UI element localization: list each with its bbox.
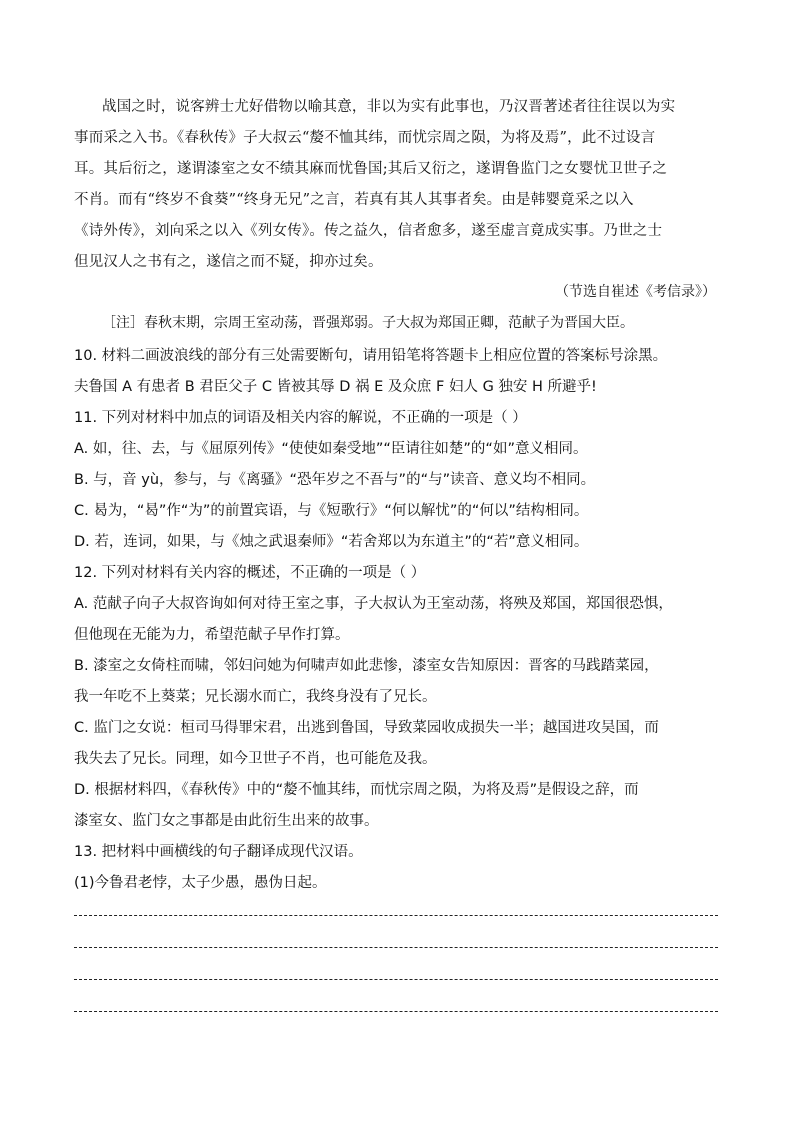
question-12-option-c: C. 监门之女说：桓司马得罪宋君，出逃到鲁国，导致菜园收成损失一半；越国进攻吴国，而 — [74, 720, 659, 736]
question-12-option-b-cont: 我一年吃不上葵菜；兄长溺水而亡，我终身没有了兄长。 — [74, 689, 437, 705]
passage-source: （节选自崔述《考信录》） — [555, 284, 716, 300]
answer-line[interactable] — [74, 915, 718, 916]
question-11-stem: 11. 下列对材料中加点的词语及相关内容的解说，不正确的一项是（ ） — [74, 410, 527, 426]
passage-note: ［注］春秋末期，宗周王室动荡，晋强郑弱。子大叔为郑国正卿，范献子为晋国大臣。 — [102, 315, 634, 331]
question-13-stem: 13. 把材料中画横线的句子翻译成现代汉语。 — [74, 844, 363, 860]
question-12-stem: 12. 下列对材料有关内容的概述，不正确的一项是（ ） — [74, 565, 426, 581]
passage-line: 《诗外传》，刘向采之以入《列女传》。传之益久，信者愈多，遂至虚言竟成实事。乃世之士 — [74, 223, 663, 239]
answer-line[interactable] — [74, 1011, 718, 1012]
question-11-option-a: A. 如，往、去，与《屈原列传》“使使如秦受地”“臣请往如楚”的“如”意义相同。 — [74, 441, 588, 457]
answer-area[interactable] — [74, 915, 720, 1043]
question-10-stem: 10. 材料二画波浪线的部分有三处需要断句，请用铅笔将答题卡上相应位置的答案标号涂黑。 — [74, 348, 668, 364]
passage-line: 但见汉人之书有之，遂信之而不疑，抑亦过矣。 — [74, 254, 383, 270]
question-12-option-d-cont: 漆室女、监门女之事都是由此衍生出来的故事。 — [74, 813, 379, 829]
question-10-sentence: 夫鲁国 A 有患者 B 君臣父子 C 皆被其辱 D 祸 E 及众庶 F 妇人 G 独安 H 所避乎! — [74, 379, 597, 395]
question-11-option-d: D. 若，连词，如果，与《烛之武退秦师》“若舍郑以为东道主”的“若”意义相同。 — [74, 534, 589, 550]
classical-passage — [74, 92, 720, 278]
answer-line[interactable] — [74, 979, 718, 980]
passage-line: 事而采之入书。《春秋传》子大叔云“嫠不恤其纬，而忧宗周之陨，为将及焉”，此不过设言 — [74, 130, 656, 146]
question-13-sentence-1: (1)今鲁君老悖，太子少愚，愚伪日起。 — [74, 875, 327, 891]
question-12-option-c-cont: 我失去了兄长。同理，如今卫世子不肖，也可能危及我。 — [74, 751, 437, 767]
question-12-option-b: B. 漆室之女倚柱而啸，邻妇问她为何啸声如此悲惨，漆室女告知原因：晋客的马践踏菜园， — [74, 658, 659, 674]
question-12-option-a-cont: 但他现在无能为力，希望范献子早作打算。 — [74, 627, 350, 643]
passage-line: 耳。其后衍之，遂谓漆室之女不绩其麻而忧鲁国;其后又衍之，遂谓鲁监门之女婴忧卫世子之 — [74, 161, 668, 177]
question-12-option-a: A. 范献子向子大叔咨询如何对待王室之事，子大叔认为王室动荡，将殃及郑国，郑国很恐惧， — [74, 596, 673, 612]
question-list — [74, 341, 734, 899]
answer-line[interactable] — [74, 947, 718, 948]
question-11-option-b: B. 与，音 yù，参与，与《离骚》“恐年岁之不吾与”的“与”读音、意义均不相同。 — [74, 472, 596, 488]
question-11-option-c: C. 曷为，“曷”作“为”的前置宾语，与《短歌行》“何以解忧”的“何以”结构相同。 — [74, 503, 589, 519]
passage-line: 战国之时，说客辨士尤好借物以喻其意，非以为实有此事也，乃汉晋著述者往往误以为实 — [102, 99, 676, 115]
question-12-option-d: D. 根据材料四，《春秋传》中的“嫠不恤其纬，而忧宗周之陨，为将及焉”是假设之辞，而 — [74, 782, 639, 798]
passage-line: 不肖。而有“终岁不食葵”“终身无兄”之言，若真有其人其事者矣。由是韩婴竟采之以入 — [74, 192, 634, 208]
